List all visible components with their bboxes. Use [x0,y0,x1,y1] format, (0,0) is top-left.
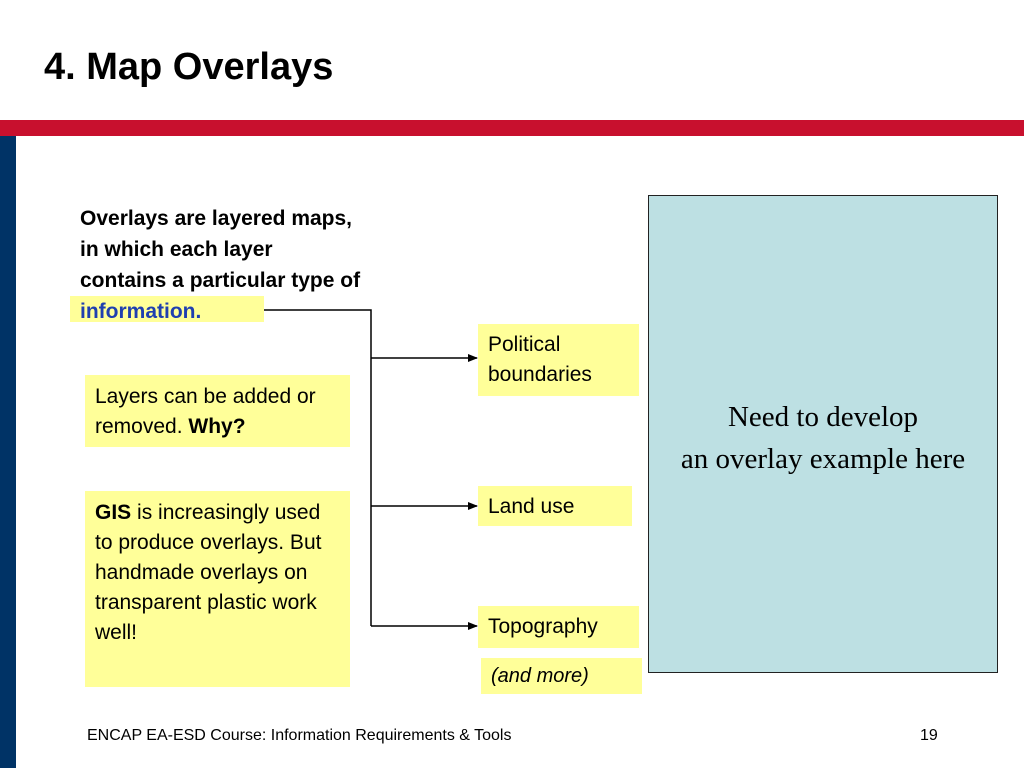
intro-line-3: contains a particular type of [80,269,361,292]
footer-page-number: 19 [920,727,938,744]
layer-label-land-use: Land use [478,486,632,526]
intro-line-1: Overlays are layered maps, [80,207,353,230]
placeholder-line-1: Need to develop [727,401,919,433]
gis-note-text: is increasingly used to produce overlays. But handmade overlays on transparent plastic work well! [95,501,322,644]
layer-label-topography: Topography [478,606,639,648]
footer-course-title: ENCAP EA-ESD Course: Information Requirements & Tools [87,727,512,744]
layer-label-political: Political boundaries [478,324,639,396]
intro-line-2: in which each layer [80,238,273,261]
overlay-placeholder-text [648,396,998,480]
slide-title: 4. Map Overlays [44,46,334,88]
layers-note-emphasis: Why? [188,415,246,438]
layer-label-more: (and more) [481,658,642,694]
placeholder-line-2: an overlay example here [680,443,966,475]
layers-note-text: Layers can be added or removed. [95,385,316,438]
connector-trunk-line [264,310,371,626]
intro-highlight-word: information. [80,300,202,323]
gis-note-emphasis: GIS [95,501,132,524]
